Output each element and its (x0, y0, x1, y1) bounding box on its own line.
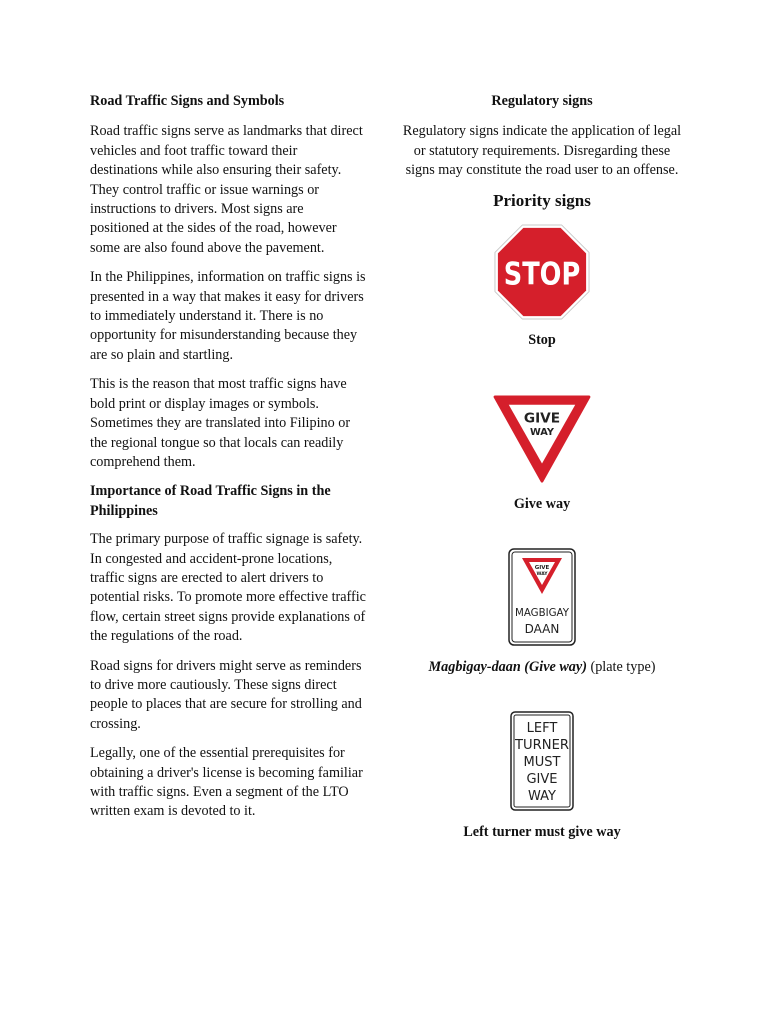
left-turner-line-3: MUST (523, 755, 561, 771)
regulatory-heading: Regulatory signs (491, 93, 593, 109)
left-turner-line-4: GIVE (526, 772, 558, 788)
give-way-text-give: GIVE (523, 410, 561, 427)
right-column (400, 92, 684, 843)
priority-heading: Priority signs (493, 190, 591, 210)
left-turner-line-1: LEFT (526, 721, 558, 737)
paragraph-philippines: In the Philippines, information on traffic signs is presented in a way that makes it easy for drivers to immediately understand it. There is no opportunity for misunderstanding because they are so plain and startling. (90, 269, 366, 363)
left-turner-plate-icon (510, 711, 574, 811)
give-way-caption: Give way (513, 496, 571, 513)
plate-caption-rest: (plate type) (586, 658, 656, 675)
give-way-text-way: WAY (529, 427, 555, 439)
left-turner-line-5: WAY (528, 789, 556, 805)
paragraph-legal: Legally, one of the essential prerequisites for obtaining a driver's license is becoming familiar with traffic signs. Even a segment of the LTO written exam is devoted to it. (90, 745, 363, 820)
stop-sign-icon (493, 222, 591, 322)
stop-sign-text: STOP (503, 256, 581, 293)
plate-sign-block (400, 548, 684, 677)
left-column (90, 92, 366, 832)
paragraph-reminders: Road signs for drivers might serve as reminders to drive more cautiously. These signs direct people to places that are secure for strolling and crossing. (90, 657, 362, 732)
stop-caption: Stop (528, 332, 556, 349)
left-turner-caption: Left turner must give way (463, 824, 621, 841)
give-way-sign-block (400, 395, 684, 514)
left-turner-line-2: TURNER (513, 738, 569, 754)
regulatory-intro: Regulatory signs indicate the application of legal or statutory requirements. Disregarding these signs may constitute the road user to an offense. (402, 123, 682, 179)
paragraph-bold-print: This is the reason that most traffic signs have bold print or display images or symbols. Sometimes they are translated into Filipino or the regional tongue so that locals can readily comprehend them. (90, 376, 351, 470)
plate-caption-italic: Magbigay-daan (Give way) (428, 658, 587, 675)
plate-text-magbigay: MAGBIGAY (515, 605, 570, 619)
article-title: Road Traffic Signs and Symbols (90, 93, 285, 109)
give-way-sign-icon (493, 395, 591, 483)
stop-sign-block (400, 222, 684, 350)
plate-caption (429, 658, 656, 677)
magbigay-daan-plate-icon (508, 548, 576, 646)
plate-mini-way: WAY (536, 571, 548, 577)
paragraph-intro: Road traffic signs serve as landmarks that direct vehicles and foot traffic toward their destinations while also ensuring their safety. They control traffic or issue warnings or instructions to drivers. Most signs are positioned at the sides of the road, however some are also found above the pavement. (90, 123, 363, 256)
plate-mini-give: GIVE (534, 564, 550, 571)
plate-text-daan: DAAN (524, 621, 560, 636)
importance-heading: Importance of Road Traffic Signs in the Philippines (90, 483, 331, 519)
paragraph-purpose: The primary purpose of traffic signage is safety. In congested and accident-prone locations, traffic signs are erected to alert drivers to potential risks. To promote more effective traffic flow, certain street signs provide explanations of the regulations of the road. (90, 531, 366, 645)
left-turner-sign-block (400, 711, 684, 842)
